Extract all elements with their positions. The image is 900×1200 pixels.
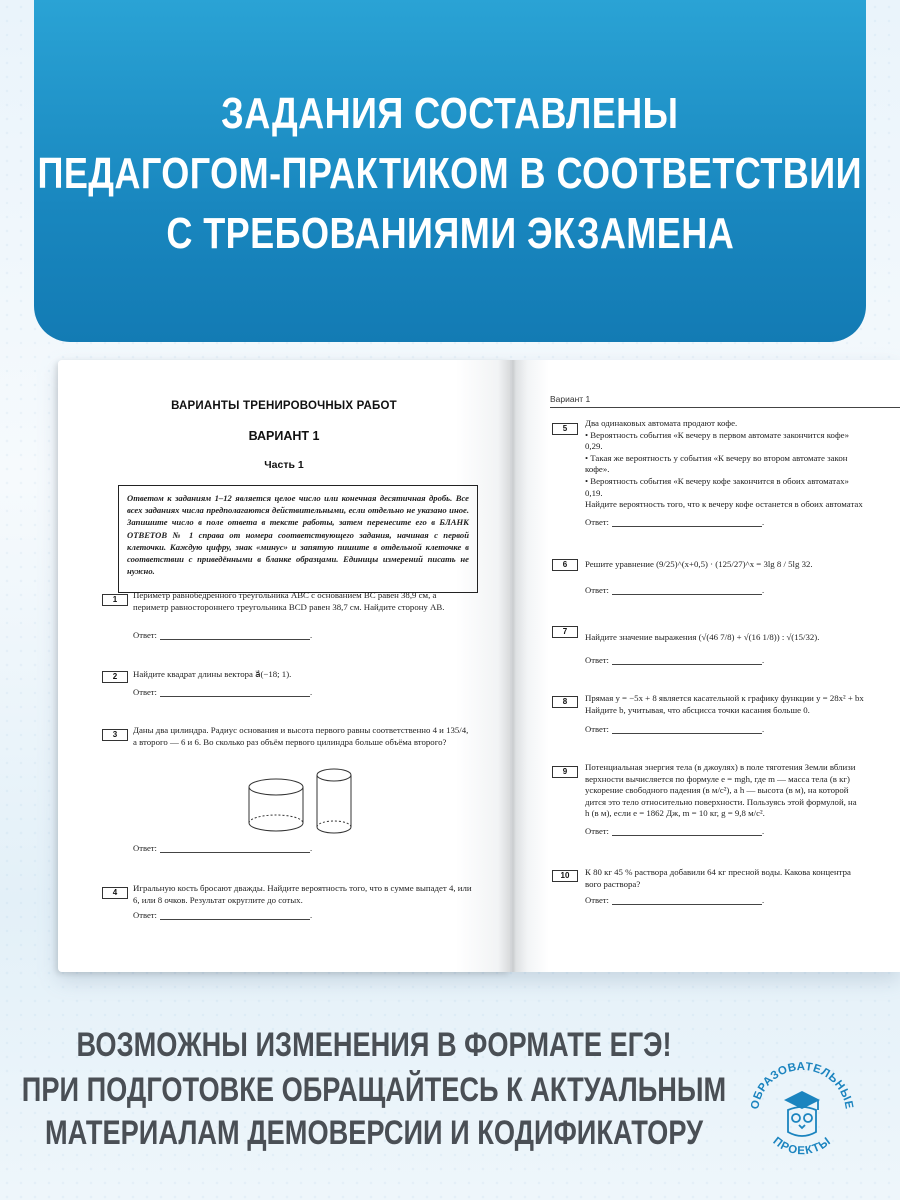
variant-title: ВАРИАНТ 1 [248,429,320,443]
part-title: Часть 1 [264,459,304,471]
page-heading: ВАРИАНТЫ ТРЕНИРОВОЧНЫХ РАБОТ [171,400,397,412]
task-number: 6 [552,559,578,571]
owl-mascot-icon [786,1092,818,1136]
answer-line [160,688,310,697]
answer-field: Ответ: . [585,655,765,665]
answer-label: Ответ: [585,655,609,665]
cylinders-figure [246,765,356,835]
task-number: 4 [102,887,128,899]
answer-line [160,844,310,853]
bottom-line-3: МАТЕРИАЛАМ ДЕМОВЕРСИИ И КОДИФИКАТОРУ [44,1114,704,1152]
banner-line-1: ЗАДАНИЯ СОСТАВЛЕНЫ [221,89,679,138]
answer-label: Ответ: [585,895,609,905]
task-number: 5 [552,423,578,435]
answer-label: Ответ: [133,630,157,640]
answer-field: Ответ: . [585,826,765,836]
answer-line [612,725,762,734]
answer-line [160,911,310,920]
task-text: Периметр равнобедренного треугольника ABC с основанием BC равен 38,9 см, а периметр равностороннего треугольника BCD равен 38,7 см. Найдите сторону AB. [133,590,445,612]
task-line: • Такая же вероятность у события «К вечеру во втором автомате закон [585,452,848,463]
task-line: кофе». [585,464,610,475]
task-line: ускорение свободного падения (в м/с²), а h — высота (в м), на которой [585,785,849,796]
logo-top-text: ОБРАЗОВАТЕЛЬНЫЕ [749,1060,855,1111]
task-line: верхности вычисляется по формуле e = mgh, где m — масса тела (в кг) [585,773,850,784]
answer-label: Ответ: [585,724,609,734]
answer-label: Ответ: [133,687,157,697]
task-text: Игральную кость бросают дважды. Найдите вероятность того, что в сумме выпадет 4, или 6, или 8 очков. Результат округлите до сотых. [133,883,472,905]
answer-field: Ответ: . [133,843,313,853]
answer-field: Ответ: . [585,517,765,527]
task-line: h (в м), если e = 1862 Дж, m = 10 кг, g = 9,8 м/с². [585,808,765,819]
top-banner [34,0,866,342]
task-text: Найдите значение выражения (√(46 7/8) + √(16 1/8)) : √(15/32). [585,632,820,642]
task-line: • Вероятность события «К вечеру кофе закончится в обоих автоматах» [585,475,849,486]
answer-label: Ответ: [585,826,609,836]
answer-line [612,518,762,527]
answer-field: Ответ: . [585,724,765,734]
answer-line [612,656,762,665]
task-number: 1 [102,594,128,606]
left-page [58,360,510,972]
task-line: 0,29. [585,441,603,452]
task-line: Прямая y = −5x + 8 является касательной к графику функции y = 28x² + bx [585,693,864,703]
bottom-line-2: ПРИ ПОДГОТОВКЕ ОБРАЩАЙТЕСЬ К АКТУАЛЬНЫМ [21,1071,727,1109]
task-line: Найдите вероятность того, что к вечеру кофе останется в обоих автоматах [585,499,863,510]
task-text: Найдите квадрат длины вектора a⃗(−18; 1). [133,669,292,679]
task-text [585,762,900,820]
answer-line [612,586,762,595]
svg-text:ПРОЕКТЫ [771,1135,834,1157]
answer-label: Ответ: [585,585,609,595]
answer-line [612,827,762,836]
task-number: 8 [552,696,578,708]
task-text: Решите уравнение (9/25)^(x+0,5) · (125/27)^x = 3lg 8 / 5lg 32. [585,559,813,569]
answer-label: Ответ: [133,910,157,920]
open-book [58,360,900,980]
task-line: вого раствора? [585,878,641,889]
task-line: К 80 кг 45 % раствора добавили 64 кг пресной воды. Какова концентра [585,867,851,877]
task-number: 9 [552,766,578,778]
instructions-box: Ответом к заданиям 1–12 является целое число или конечная десятичная дробь. Все всех заданиях числа предполагаются действительными, если отдельно не указано иное. Запишите число в поле ответа в тексте работы, затем перенесите его в БЛАНК ОТВЕТОВ № 1 справа от номера соответствующего задания, начиная с первой клеточки. Каждую цифру, знак «минус» и запятую пишите в отдельной клеточке в соответствии с приведёнными в бланке образцами. Единицы измерений писать не нужно. [118,485,478,593]
task-line: Потенциальная энергия тела (в джоулях) в поле тяготения Земли вблизи [585,762,856,772]
task-text [585,418,900,511]
banner-line-3: С ТРЕБОВАНИЯМИ ЭКЗАМЕНА [166,209,734,258]
book-gutter [498,360,528,972]
answer-field: Ответ: . [585,585,765,595]
answer-field: Ответ: . [133,687,313,697]
right-page [510,360,900,972]
task-line: Найдите b, учитывая, что абсцисса точки касания больше 0. [585,704,810,715]
logo-bottom-text: ПРОЕКТЫ [770,1135,834,1158]
answer-field: Ответ: . [133,630,313,640]
answer-field: Ответ: . [133,910,313,920]
task-line: дится это тело относительно поверхности. Пользуясь этой формулой, на [585,796,857,807]
task-number: 2 [102,671,128,683]
answer-field: Ответ: . [585,895,765,905]
banner-line-2: ПЕДАГОГОМ-ПРАКТИКОМ В СООТВЕТСТВИИ [37,149,863,198]
answer-label: Ответ: [133,843,157,853]
answer-line [160,631,310,640]
task-line: • Вероятность события «К вечеру в первом автомате закончится кофе» [585,429,849,440]
task-number: 10 [552,870,578,882]
task-text: Даны два цилиндра. Радиус основания и высота первого равны соответственно 4 и 135/4, а второго — 6 и 6. Во сколько раз объём первого цилиндра больше объёма второго? [133,725,469,747]
task-text [585,693,900,716]
bottom-line-1: ВОЗМОЖНЫ ИЗМЕНЕНИЯ В ФОРМАТЕ ЕГЭ! [76,1026,672,1064]
task-line: 0,19. [585,487,603,498]
task-line: Два одинаковых автомата продают кофе. [585,418,738,428]
publisher-logo [742,1052,862,1172]
answer-label: Ответ: [585,517,609,527]
answer-line [612,896,762,905]
task-number: 7 [552,626,578,638]
page-running-header: Вариант 1 [550,394,900,408]
task-text [585,867,900,890]
task-number: 3 [102,729,128,741]
